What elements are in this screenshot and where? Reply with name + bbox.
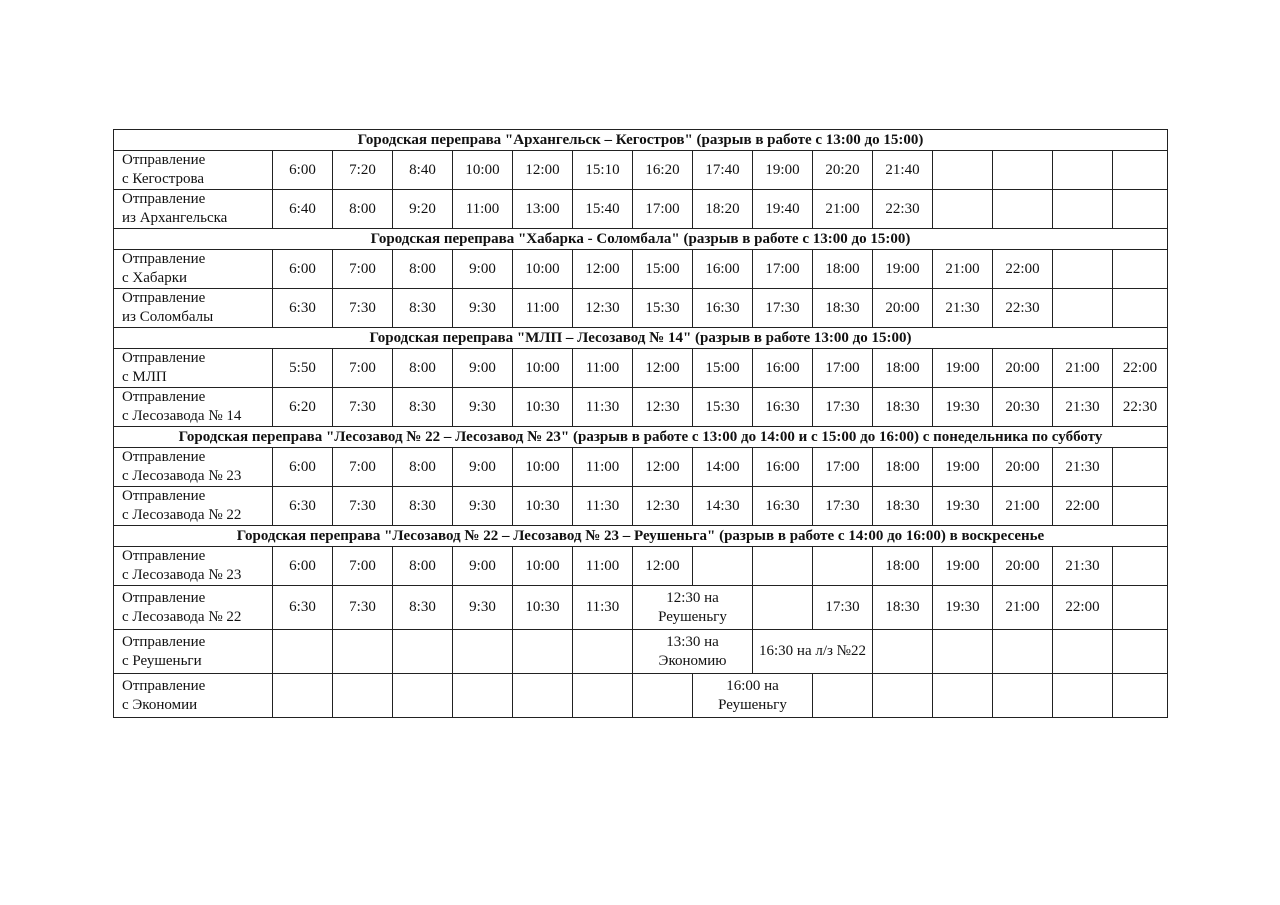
departure-time-cell: 16:20 — [633, 151, 693, 190]
departure-time-cell: 21:00 — [933, 250, 993, 289]
departure-time-cell: 20:00 — [993, 448, 1053, 487]
schedule-row — [114, 674, 1168, 718]
departure-time-cell: 17:40 — [693, 151, 753, 190]
row-label-line: с Лесозавода № 23 — [122, 567, 242, 583]
departure-time-cell: 12:30 — [633, 388, 693, 427]
schedule-row — [114, 349, 1168, 388]
section-header-row — [114, 130, 1168, 151]
row-label-line: Отправление — [122, 350, 206, 366]
departure-time-cell — [993, 630, 1053, 674]
departure-time-cell: 17:00 — [813, 448, 873, 487]
row-label — [114, 190, 273, 229]
departure-time-cell — [1113, 547, 1168, 586]
section-header-row — [114, 427, 1168, 448]
departure-time-cell: 16:00 — [693, 250, 753, 289]
departure-time-cell: 7:30 — [333, 388, 393, 427]
row-label — [114, 289, 273, 328]
departure-time-cell — [813, 674, 873, 718]
departure-time-cell: 20:20 — [813, 151, 873, 190]
departure-time-cell: 10:30 — [513, 487, 573, 526]
departure-time-cell: 19:00 — [933, 448, 993, 487]
departure-time-cell: 8:30 — [393, 487, 453, 526]
departure-time-cell: 12:30 на Реушеньгу — [633, 586, 753, 630]
departure-time-cell: 13:30 на Экономию — [633, 630, 753, 674]
departure-time-cell: 16:30 — [753, 487, 813, 526]
departure-time-cell — [453, 674, 513, 718]
departure-time-cell: 15:40 — [573, 190, 633, 229]
departure-time-cell: 17:30 — [813, 388, 873, 427]
row-label — [114, 547, 273, 586]
departure-time-cell: 12:30 — [573, 289, 633, 328]
departure-time-cell: 10:00 — [513, 250, 573, 289]
departure-time-cell: 18:00 — [873, 349, 933, 388]
departure-time-cell: 18:20 — [693, 190, 753, 229]
departure-time-cell — [1113, 586, 1168, 630]
departure-time-cell — [1113, 190, 1168, 229]
schedule-row — [114, 586, 1168, 630]
departure-time-cell: 12:30 — [633, 487, 693, 526]
departure-time-cell: 22:30 — [993, 289, 1053, 328]
departure-time-cell — [573, 674, 633, 718]
departure-time-cell: 9:00 — [453, 547, 513, 586]
row-label-line: Отправление — [122, 677, 206, 694]
departure-time-cell — [873, 674, 933, 718]
departure-time-cell — [1113, 674, 1168, 718]
departure-time-cell: 18:00 — [813, 250, 873, 289]
departure-time-cell: 11:30 — [573, 586, 633, 630]
departure-time-cell: 15:00 — [693, 349, 753, 388]
row-label — [114, 388, 273, 427]
departure-time-cell — [273, 630, 333, 674]
schedule-row — [114, 190, 1168, 229]
departure-time-cell: 7:00 — [333, 547, 393, 586]
departure-time-cell: 18:30 — [873, 388, 933, 427]
departure-time-cell — [333, 674, 393, 718]
departure-time-cell: 18:30 — [813, 289, 873, 328]
schedule-row — [114, 289, 1168, 328]
row-label — [114, 349, 273, 388]
row-label-line: Отправление — [122, 633, 206, 650]
schedule-row — [114, 388, 1168, 427]
row-label-line: с Лесозавода № 14 — [122, 408, 242, 424]
departure-time-cell: 8:30 — [393, 289, 453, 328]
departure-time-cell — [933, 190, 993, 229]
departure-time-cell: 17:00 — [633, 190, 693, 229]
departure-time-cell: 16:30 — [693, 289, 753, 328]
section-title: Городская переправа "Лесозавод № 22 – Лесозавод № 23 – Реушеньга" (разрыв в работе с 14:00 до 16:00) в воскресенье — [114, 526, 1168, 547]
departure-time-cell: 11:30 — [573, 388, 633, 427]
ferry-schedule-table — [113, 129, 1168, 718]
section-header-row — [114, 328, 1168, 349]
row-label — [114, 674, 273, 718]
departure-time-cell — [813, 547, 873, 586]
row-label-line: с Лесозавода № 23 — [122, 468, 242, 484]
schedule-body — [114, 130, 1168, 718]
schedule-row — [114, 630, 1168, 674]
departure-time-cell: 11:00 — [573, 547, 633, 586]
departure-time-cell: 15:00 — [633, 250, 693, 289]
row-label-line: с Хабарки — [122, 270, 188, 286]
row-label-line: из Соломбалы — [122, 309, 214, 325]
departure-time-cell — [753, 586, 813, 630]
departure-time-cell: 17:30 — [813, 586, 873, 630]
departure-time-cell: 21:30 — [1053, 547, 1113, 586]
departure-time-cell: 21:30 — [1053, 448, 1113, 487]
departure-time-cell: 8:00 — [393, 250, 453, 289]
departure-time-cell: 22:30 — [1113, 388, 1168, 427]
departure-time-cell: 16:00 — [753, 448, 813, 487]
departure-time-cell: 17:30 — [813, 487, 873, 526]
departure-time-cell: 9:30 — [453, 586, 513, 630]
departure-time-cell: 14:30 — [693, 487, 753, 526]
departure-time-cell: 20:00 — [993, 547, 1053, 586]
departure-time-cell: 11:00 — [573, 349, 633, 388]
departure-time-cell: 10:00 — [513, 349, 573, 388]
departure-time-cell: 7:00 — [333, 448, 393, 487]
row-label-line: Отправление — [122, 152, 206, 168]
departure-time-cell: 10:00 — [453, 151, 513, 190]
departure-time-cell — [1113, 487, 1168, 526]
departure-time-cell: 7:30 — [333, 586, 393, 630]
departure-time-cell: 19:30 — [933, 586, 993, 630]
departure-time-cell: 7:00 — [333, 250, 393, 289]
departure-time-cell: 9:30 — [453, 487, 513, 526]
departure-time-cell: 6:40 — [273, 190, 333, 229]
departure-time-cell — [1053, 289, 1113, 328]
departure-time-cell: 11:00 — [573, 448, 633, 487]
row-label-line: Отправление — [122, 191, 206, 207]
departure-time-cell: 17:00 — [813, 349, 873, 388]
departure-time-cell — [873, 630, 933, 674]
departure-time-cell: 9:00 — [453, 250, 513, 289]
departure-time-cell: 9:00 — [453, 448, 513, 487]
row-label-line: с Реушеньги — [122, 652, 202, 669]
departure-time-cell: 9:30 — [453, 289, 513, 328]
departure-time-cell: 7:00 — [333, 349, 393, 388]
departure-time-cell: 21:00 — [993, 487, 1053, 526]
departure-time-cell: 11:00 — [453, 190, 513, 229]
row-label-line: Отправление — [122, 589, 206, 606]
departure-time-cell: 19:00 — [753, 151, 813, 190]
departure-time-cell: 15:30 — [633, 289, 693, 328]
departure-time-cell: 18:30 — [873, 487, 933, 526]
departure-time-cell: 15:30 — [693, 388, 753, 427]
departure-time-cell: 10:30 — [513, 586, 573, 630]
departure-time-cell: 8:00 — [333, 190, 393, 229]
schedule-row — [114, 547, 1168, 586]
departure-time-cell — [393, 674, 453, 718]
departure-time-cell: 19:00 — [873, 250, 933, 289]
departure-time-cell: 21:00 — [1053, 349, 1113, 388]
departure-time-cell: 16:30 на л/з №22 — [753, 630, 873, 674]
row-label — [114, 487, 273, 526]
departure-time-cell: 7:30 — [333, 487, 393, 526]
departure-time-cell — [1053, 250, 1113, 289]
row-label-line: из Архангельска — [122, 210, 228, 226]
departure-time-cell: 12:00 — [633, 547, 693, 586]
departure-time-cell: 7:30 — [333, 289, 393, 328]
departure-time-cell: 16:30 — [753, 388, 813, 427]
row-label-line: с Кегострова — [122, 171, 205, 187]
departure-time-cell: 8:40 — [393, 151, 453, 190]
departure-time-cell — [333, 630, 393, 674]
departure-time-cell: 22:00 — [1053, 487, 1113, 526]
departure-time-cell — [933, 674, 993, 718]
schedule-row — [114, 448, 1168, 487]
departure-time-cell: 22:00 — [1113, 349, 1168, 388]
row-label — [114, 151, 273, 190]
row-label-line: Отправление — [122, 488, 206, 504]
row-label — [114, 448, 273, 487]
departure-time-cell: 21:30 — [933, 289, 993, 328]
departure-time-cell — [273, 674, 333, 718]
departure-time-cell: 18:30 — [873, 586, 933, 630]
schedule-row — [114, 151, 1168, 190]
departure-time-cell: 11:00 — [513, 289, 573, 328]
schedule-row — [114, 250, 1168, 289]
departure-time-cell: 17:00 — [753, 250, 813, 289]
departure-time-cell: 6:00 — [273, 151, 333, 190]
departure-time-cell: 13:00 — [513, 190, 573, 229]
row-label-line: с Лесозавода № 22 — [122, 608, 242, 625]
departure-time-cell: 10:00 — [513, 547, 573, 586]
departure-time-cell: 8:00 — [393, 547, 453, 586]
departure-time-cell: 16:00 на Реушеньгу — [693, 674, 813, 718]
row-label-line: Отправление — [122, 251, 206, 267]
departure-time-cell: 6:30 — [273, 289, 333, 328]
departure-time-cell — [573, 630, 633, 674]
departure-time-cell: 7:20 — [333, 151, 393, 190]
row-label-line: с МЛП — [122, 369, 167, 385]
departure-time-cell — [1113, 448, 1168, 487]
departure-time-cell: 12:00 — [633, 349, 693, 388]
row-label-line: с Экономии — [122, 696, 198, 713]
departure-time-cell — [633, 674, 693, 718]
departure-time-cell: 6:00 — [273, 250, 333, 289]
departure-time-cell: 19:30 — [933, 487, 993, 526]
departure-time-cell: 5:50 — [273, 349, 333, 388]
row-label — [114, 586, 273, 630]
departure-time-cell — [993, 674, 1053, 718]
departure-time-cell: 19:00 — [933, 349, 993, 388]
departure-time-cell: 6:30 — [273, 487, 333, 526]
departure-time-cell: 12:00 — [573, 250, 633, 289]
departure-time-cell: 9:30 — [453, 388, 513, 427]
departure-time-cell — [1113, 289, 1168, 328]
departure-time-cell: 8:30 — [393, 388, 453, 427]
departure-time-cell: 22:00 — [993, 250, 1053, 289]
departure-time-cell: 14:00 — [693, 448, 753, 487]
departure-time-cell — [513, 630, 573, 674]
section-header-row — [114, 229, 1168, 250]
row-label-line: с Лесозавода № 22 — [122, 507, 242, 523]
departure-time-cell — [1053, 674, 1113, 718]
section-title: Городская переправа "МЛП – Лесозавод № 14" (разрыв в работе 13:00 до 15:00) — [114, 328, 1168, 349]
departure-time-cell — [513, 674, 573, 718]
section-header-row — [114, 526, 1168, 547]
departure-time-cell: 6:00 — [273, 547, 333, 586]
departure-time-cell: 10:30 — [513, 388, 573, 427]
row-label-line: Отправление — [122, 290, 206, 306]
departure-time-cell — [933, 151, 993, 190]
section-title: Городская переправа "Хабарка - Соломбала" (разрыв в работе с 13:00 до 15:00) — [114, 229, 1168, 250]
row-label-line: Отправление — [122, 449, 206, 465]
departure-time-cell — [693, 547, 753, 586]
departure-time-cell: 21:00 — [993, 586, 1053, 630]
departure-time-cell — [393, 630, 453, 674]
departure-time-cell: 6:30 — [273, 586, 333, 630]
departure-time-cell: 17:30 — [753, 289, 813, 328]
section-title: Городская переправа "Архангельск – Кегостров" (разрыв в работе с 13:00 до 15:00) — [114, 130, 1168, 151]
departure-time-cell: 8:00 — [393, 349, 453, 388]
departure-time-cell — [1053, 630, 1113, 674]
departure-time-cell: 22:30 — [873, 190, 933, 229]
departure-time-cell — [1113, 250, 1168, 289]
departure-time-cell: 19:40 — [753, 190, 813, 229]
row-label — [114, 250, 273, 289]
departure-time-cell — [1053, 151, 1113, 190]
departure-time-cell — [993, 151, 1053, 190]
departure-time-cell: 9:20 — [393, 190, 453, 229]
section-title: Городская переправа "Лесозавод № 22 – Лесозавод № 23" (разрыв в работе с 13:00 до 14:00 и с 15:00 до 16:00) с понедельника по субботу — [114, 427, 1168, 448]
departure-time-cell: 8:00 — [393, 448, 453, 487]
departure-time-cell — [933, 630, 993, 674]
departure-time-cell: 6:20 — [273, 388, 333, 427]
departure-time-cell — [453, 630, 513, 674]
departure-time-cell — [993, 190, 1053, 229]
row-label-line: Отправление — [122, 548, 206, 564]
departure-time-cell: 11:30 — [573, 487, 633, 526]
departure-time-cell: 10:00 — [513, 448, 573, 487]
departure-time-cell — [753, 547, 813, 586]
departure-time-cell: 8:30 — [393, 586, 453, 630]
departure-time-cell: 21:40 — [873, 151, 933, 190]
departure-time-cell: 20:00 — [873, 289, 933, 328]
departure-time-cell — [1113, 630, 1168, 674]
departure-time-cell: 22:00 — [1053, 586, 1113, 630]
departure-time-cell: 19:30 — [933, 388, 993, 427]
row-label-line: Отправление — [122, 389, 206, 405]
departure-time-cell: 20:00 — [993, 349, 1053, 388]
row-label — [114, 630, 273, 674]
departure-time-cell — [1113, 151, 1168, 190]
departure-time-cell — [1053, 190, 1113, 229]
departure-time-cell: 16:00 — [753, 349, 813, 388]
schedule-row — [114, 487, 1168, 526]
departure-time-cell: 20:30 — [993, 388, 1053, 427]
departure-time-cell: 9:00 — [453, 349, 513, 388]
departure-time-cell: 6:00 — [273, 448, 333, 487]
departure-time-cell: 18:00 — [873, 547, 933, 586]
departure-time-cell: 18:00 — [873, 448, 933, 487]
departure-time-cell: 19:00 — [933, 547, 993, 586]
departure-time-cell: 15:10 — [573, 151, 633, 190]
departure-time-cell: 12:00 — [513, 151, 573, 190]
departure-time-cell: 12:00 — [633, 448, 693, 487]
departure-time-cell: 21:00 — [813, 190, 873, 229]
departure-time-cell: 21:30 — [1053, 388, 1113, 427]
